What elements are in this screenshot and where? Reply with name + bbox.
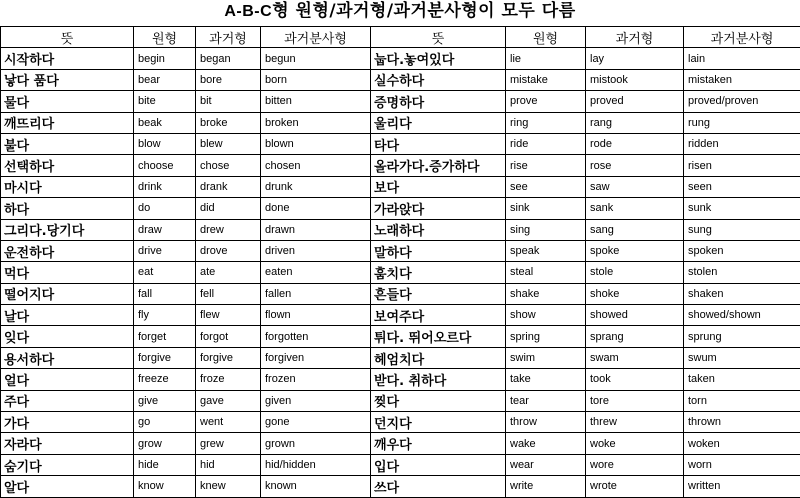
past-form-cell: knew bbox=[196, 476, 261, 497]
meaning-cell: 튀다. 뛰어오르다 bbox=[371, 326, 506, 347]
meaning-cell: 훔치다 bbox=[371, 262, 506, 283]
base-form-cell: drink bbox=[134, 176, 196, 197]
table-row bbox=[1, 69, 800, 90]
meaning-cell: 찢다 bbox=[371, 390, 506, 411]
past-participle-cell: broken bbox=[261, 112, 371, 133]
table-row bbox=[1, 283, 800, 304]
past-participle-cell: grown bbox=[261, 433, 371, 454]
table-row bbox=[1, 476, 800, 497]
base-form-cell: know bbox=[134, 476, 196, 497]
base-form-cell: choose bbox=[134, 155, 196, 176]
past-form-cell: woke bbox=[586, 433, 684, 454]
meaning-cell: 눕다.놓여있다 bbox=[371, 48, 506, 69]
meaning-cell: 선택하다 bbox=[1, 155, 134, 176]
past-participle-cell: spoken bbox=[684, 240, 800, 261]
past-participle-cell: bitten bbox=[261, 91, 371, 112]
past-participle-cell: forgiven bbox=[261, 347, 371, 368]
base-form-cell: write bbox=[506, 476, 586, 497]
base-form-cell: freeze bbox=[134, 369, 196, 390]
past-participle-cell: sung bbox=[684, 219, 800, 240]
past-form-cell: broke bbox=[196, 112, 261, 133]
header-base: 원형 bbox=[134, 27, 196, 48]
base-form-cell: tear bbox=[506, 390, 586, 411]
meaning-cell: 그리다.당기다 bbox=[1, 219, 134, 240]
past-form-cell: went bbox=[196, 412, 261, 433]
meaning-cell: 하다 bbox=[1, 198, 134, 219]
base-form-cell: drive bbox=[134, 240, 196, 261]
base-form-cell: mistake bbox=[506, 69, 586, 90]
header-row bbox=[1, 27, 800, 48]
meaning-cell: 받다. 취하다 bbox=[371, 369, 506, 390]
past-participle-cell: forgotten bbox=[261, 326, 371, 347]
meaning-cell: 용서하다 bbox=[1, 347, 134, 368]
past-participle-cell: drunk bbox=[261, 176, 371, 197]
meaning-cell: 쓰다 bbox=[371, 476, 506, 497]
past-form-cell: lay bbox=[586, 48, 684, 69]
past-participle-cell: driven bbox=[261, 240, 371, 261]
past-form-cell: tore bbox=[586, 390, 684, 411]
base-form-cell: ring bbox=[506, 112, 586, 133]
page-title bbox=[0, 0, 800, 22]
table-row bbox=[1, 240, 800, 261]
meaning-cell: 울리다 bbox=[371, 112, 506, 133]
base-form-cell: see bbox=[506, 176, 586, 197]
meaning-cell: 낳다 품다 bbox=[1, 69, 134, 90]
table-row bbox=[1, 219, 800, 240]
meaning-cell: 먹다 bbox=[1, 262, 134, 283]
base-form-cell: speak bbox=[506, 240, 586, 261]
table-row bbox=[1, 454, 800, 475]
meaning-cell: 보여주다 bbox=[371, 305, 506, 326]
past-form-cell: rose bbox=[586, 155, 684, 176]
table-row bbox=[1, 48, 800, 69]
page-title-main: 형 원형/과거형/과거분사형이 모두 다름 bbox=[272, 1, 575, 21]
base-form-cell: blow bbox=[134, 133, 196, 154]
table-row bbox=[1, 91, 800, 112]
past-participle-cell: chosen bbox=[261, 155, 371, 176]
base-form-cell: hide bbox=[134, 454, 196, 475]
meaning-cell: 증명하다 bbox=[371, 91, 506, 112]
meaning-cell: 깨뜨리다 bbox=[1, 112, 134, 133]
meaning-cell: 노래하다 bbox=[371, 219, 506, 240]
base-form-cell: swim bbox=[506, 347, 586, 368]
past-form-cell: drew bbox=[196, 219, 261, 240]
past-participle-cell: rung bbox=[684, 112, 800, 133]
past-form-cell: began bbox=[196, 48, 261, 69]
base-form-cell: sing bbox=[506, 219, 586, 240]
header-past-participle-2: 과거분사형 bbox=[684, 27, 800, 48]
meaning-cell: 떨어지다 bbox=[1, 283, 134, 304]
base-form-cell: grow bbox=[134, 433, 196, 454]
past-form-cell: grew bbox=[196, 433, 261, 454]
past-participle-cell: sprung bbox=[684, 326, 800, 347]
meaning-cell: 타다 bbox=[371, 133, 506, 154]
table-row bbox=[1, 112, 800, 133]
base-form-cell: draw bbox=[134, 219, 196, 240]
past-form-cell: sang bbox=[586, 219, 684, 240]
base-form-cell: wake bbox=[506, 433, 586, 454]
meaning-cell: 올라가다.증가하다 bbox=[371, 155, 506, 176]
table-row bbox=[1, 347, 800, 368]
past-participle-cell: given bbox=[261, 390, 371, 411]
table-row bbox=[1, 369, 800, 390]
base-form-cell: prove bbox=[506, 91, 586, 112]
past-participle-cell: taken bbox=[684, 369, 800, 390]
base-form-cell: forgive bbox=[134, 347, 196, 368]
past-form-cell: forgive bbox=[196, 347, 261, 368]
meaning-cell: 불다 bbox=[1, 133, 134, 154]
table-row bbox=[1, 412, 800, 433]
past-participle-cell: blown bbox=[261, 133, 371, 154]
base-form-cell: fall bbox=[134, 283, 196, 304]
past-form-cell: chose bbox=[196, 155, 261, 176]
past-form-cell: bit bbox=[196, 91, 261, 112]
meaning-cell: 자라다 bbox=[1, 433, 134, 454]
past-form-cell: drank bbox=[196, 176, 261, 197]
base-form-cell: forget bbox=[134, 326, 196, 347]
meaning-cell: 흔들다 bbox=[371, 283, 506, 304]
past-participle-cell: sunk bbox=[684, 198, 800, 219]
base-form-cell: rise bbox=[506, 155, 586, 176]
base-form-cell: lie bbox=[506, 48, 586, 69]
past-participle-cell: proved/proven bbox=[684, 91, 800, 112]
past-form-cell: sprang bbox=[586, 326, 684, 347]
base-form-cell: spring bbox=[506, 326, 586, 347]
header-past-2: 과거형 bbox=[586, 27, 684, 48]
table-row bbox=[1, 326, 800, 347]
meaning-cell: 던지다 bbox=[371, 412, 506, 433]
meaning-cell: 깨우다 bbox=[371, 433, 506, 454]
header-base-2: 원형 bbox=[506, 27, 586, 48]
page-title-prefix: A-B-C bbox=[224, 3, 272, 20]
past-form-cell: wore bbox=[586, 454, 684, 475]
past-form-cell: showed bbox=[586, 305, 684, 326]
past-form-cell: rode bbox=[586, 133, 684, 154]
past-participle-cell: risen bbox=[684, 155, 800, 176]
base-form-cell: take bbox=[506, 369, 586, 390]
past-participle-cell: begun bbox=[261, 48, 371, 69]
past-form-cell: drove bbox=[196, 240, 261, 261]
past-participle-cell: torn bbox=[684, 390, 800, 411]
past-participle-cell: lain bbox=[684, 48, 800, 69]
past-participle-cell: written bbox=[684, 476, 800, 497]
meaning-cell: 가다 bbox=[1, 412, 134, 433]
past-participle-cell: mistaken bbox=[684, 69, 800, 90]
past-form-cell: sank bbox=[586, 198, 684, 219]
meaning-cell: 얼다 bbox=[1, 369, 134, 390]
past-participle-cell: gone bbox=[261, 412, 371, 433]
meaning-cell: 날다 bbox=[1, 305, 134, 326]
past-form-cell: bore bbox=[196, 69, 261, 90]
past-participle-cell: done bbox=[261, 198, 371, 219]
meaning-cell: 시작하다 bbox=[1, 48, 134, 69]
past-participle-cell: known bbox=[261, 476, 371, 497]
past-form-cell: stole bbox=[586, 262, 684, 283]
base-form-cell: ride bbox=[506, 133, 586, 154]
table-row bbox=[1, 133, 800, 154]
base-form-cell: beak bbox=[134, 112, 196, 133]
meaning-cell: 잊다 bbox=[1, 326, 134, 347]
meaning-cell: 입다 bbox=[371, 454, 506, 475]
header-meaning: 뜻 bbox=[1, 27, 134, 48]
table-row bbox=[1, 262, 800, 283]
base-form-cell: fly bbox=[134, 305, 196, 326]
meaning-cell: 실수하다 bbox=[371, 69, 506, 90]
meaning-cell: 물다 bbox=[1, 91, 134, 112]
table-row bbox=[1, 155, 800, 176]
past-participle-cell: swum bbox=[684, 347, 800, 368]
meaning-cell: 헤엄치다 bbox=[371, 347, 506, 368]
past-form-cell: rang bbox=[586, 112, 684, 133]
table-row bbox=[1, 433, 800, 454]
base-form-cell: go bbox=[134, 412, 196, 433]
meaning-cell: 숨기다 bbox=[1, 454, 134, 475]
base-form-cell: steal bbox=[506, 262, 586, 283]
verb-table bbox=[0, 26, 800, 498]
past-form-cell: ate bbox=[196, 262, 261, 283]
meaning-cell: 운전하다 bbox=[1, 240, 134, 261]
past-participle-cell: stolen bbox=[684, 262, 800, 283]
header-meaning-2: 뜻 bbox=[371, 27, 506, 48]
past-form-cell: swam bbox=[586, 347, 684, 368]
past-form-cell: shoke bbox=[586, 283, 684, 304]
past-form-cell: took bbox=[586, 369, 684, 390]
past-form-cell: froze bbox=[196, 369, 261, 390]
meaning-cell: 보다 bbox=[371, 176, 506, 197]
past-form-cell: flew bbox=[196, 305, 261, 326]
meaning-cell: 알다 bbox=[1, 476, 134, 497]
base-form-cell: show bbox=[506, 305, 586, 326]
past-participle-cell: drawn bbox=[261, 219, 371, 240]
table-row bbox=[1, 390, 800, 411]
base-form-cell: do bbox=[134, 198, 196, 219]
base-form-cell: bear bbox=[134, 69, 196, 90]
past-form-cell: fell bbox=[196, 283, 261, 304]
past-participle-cell: seen bbox=[684, 176, 800, 197]
past-form-cell: did bbox=[196, 198, 261, 219]
meaning-cell: 가라앉다 bbox=[371, 198, 506, 219]
past-form-cell: hid bbox=[196, 454, 261, 475]
table-row bbox=[1, 305, 800, 326]
past-participle-cell: eaten bbox=[261, 262, 371, 283]
past-participle-cell: fallen bbox=[261, 283, 371, 304]
past-form-cell: forgot bbox=[196, 326, 261, 347]
past-participle-cell: shaken bbox=[684, 283, 800, 304]
past-participle-cell: ridden bbox=[684, 133, 800, 154]
base-form-cell: shake bbox=[506, 283, 586, 304]
past-participle-cell: worn bbox=[684, 454, 800, 475]
past-form-cell: threw bbox=[586, 412, 684, 433]
base-form-cell: begin bbox=[134, 48, 196, 69]
past-form-cell: spoke bbox=[586, 240, 684, 261]
base-form-cell: give bbox=[134, 390, 196, 411]
base-form-cell: wear bbox=[506, 454, 586, 475]
past-form-cell: saw bbox=[586, 176, 684, 197]
base-form-cell: bite bbox=[134, 91, 196, 112]
past-form-cell: gave bbox=[196, 390, 261, 411]
past-form-cell: blew bbox=[196, 133, 261, 154]
header-past-participle: 과거분사형 bbox=[261, 27, 371, 48]
past-participle-cell: woken bbox=[684, 433, 800, 454]
past-participle-cell: hid/hidden bbox=[261, 454, 371, 475]
past-form-cell: mistook bbox=[586, 69, 684, 90]
past-participle-cell: showed/shown bbox=[684, 305, 800, 326]
past-form-cell: wrote bbox=[586, 476, 684, 497]
header-past: 과거형 bbox=[196, 27, 261, 48]
meaning-cell: 마시다 bbox=[1, 176, 134, 197]
base-form-cell: throw bbox=[506, 412, 586, 433]
base-form-cell: sink bbox=[506, 198, 586, 219]
meaning-cell: 주다 bbox=[1, 390, 134, 411]
meaning-cell: 말하다 bbox=[371, 240, 506, 261]
table-row bbox=[1, 176, 800, 197]
table-row bbox=[1, 198, 800, 219]
past-participle-cell: frozen bbox=[261, 369, 371, 390]
past-participle-cell: born bbox=[261, 69, 371, 90]
past-participle-cell: flown bbox=[261, 305, 371, 326]
past-form-cell: proved bbox=[586, 91, 684, 112]
base-form-cell: eat bbox=[134, 262, 196, 283]
past-participle-cell: thrown bbox=[684, 412, 800, 433]
